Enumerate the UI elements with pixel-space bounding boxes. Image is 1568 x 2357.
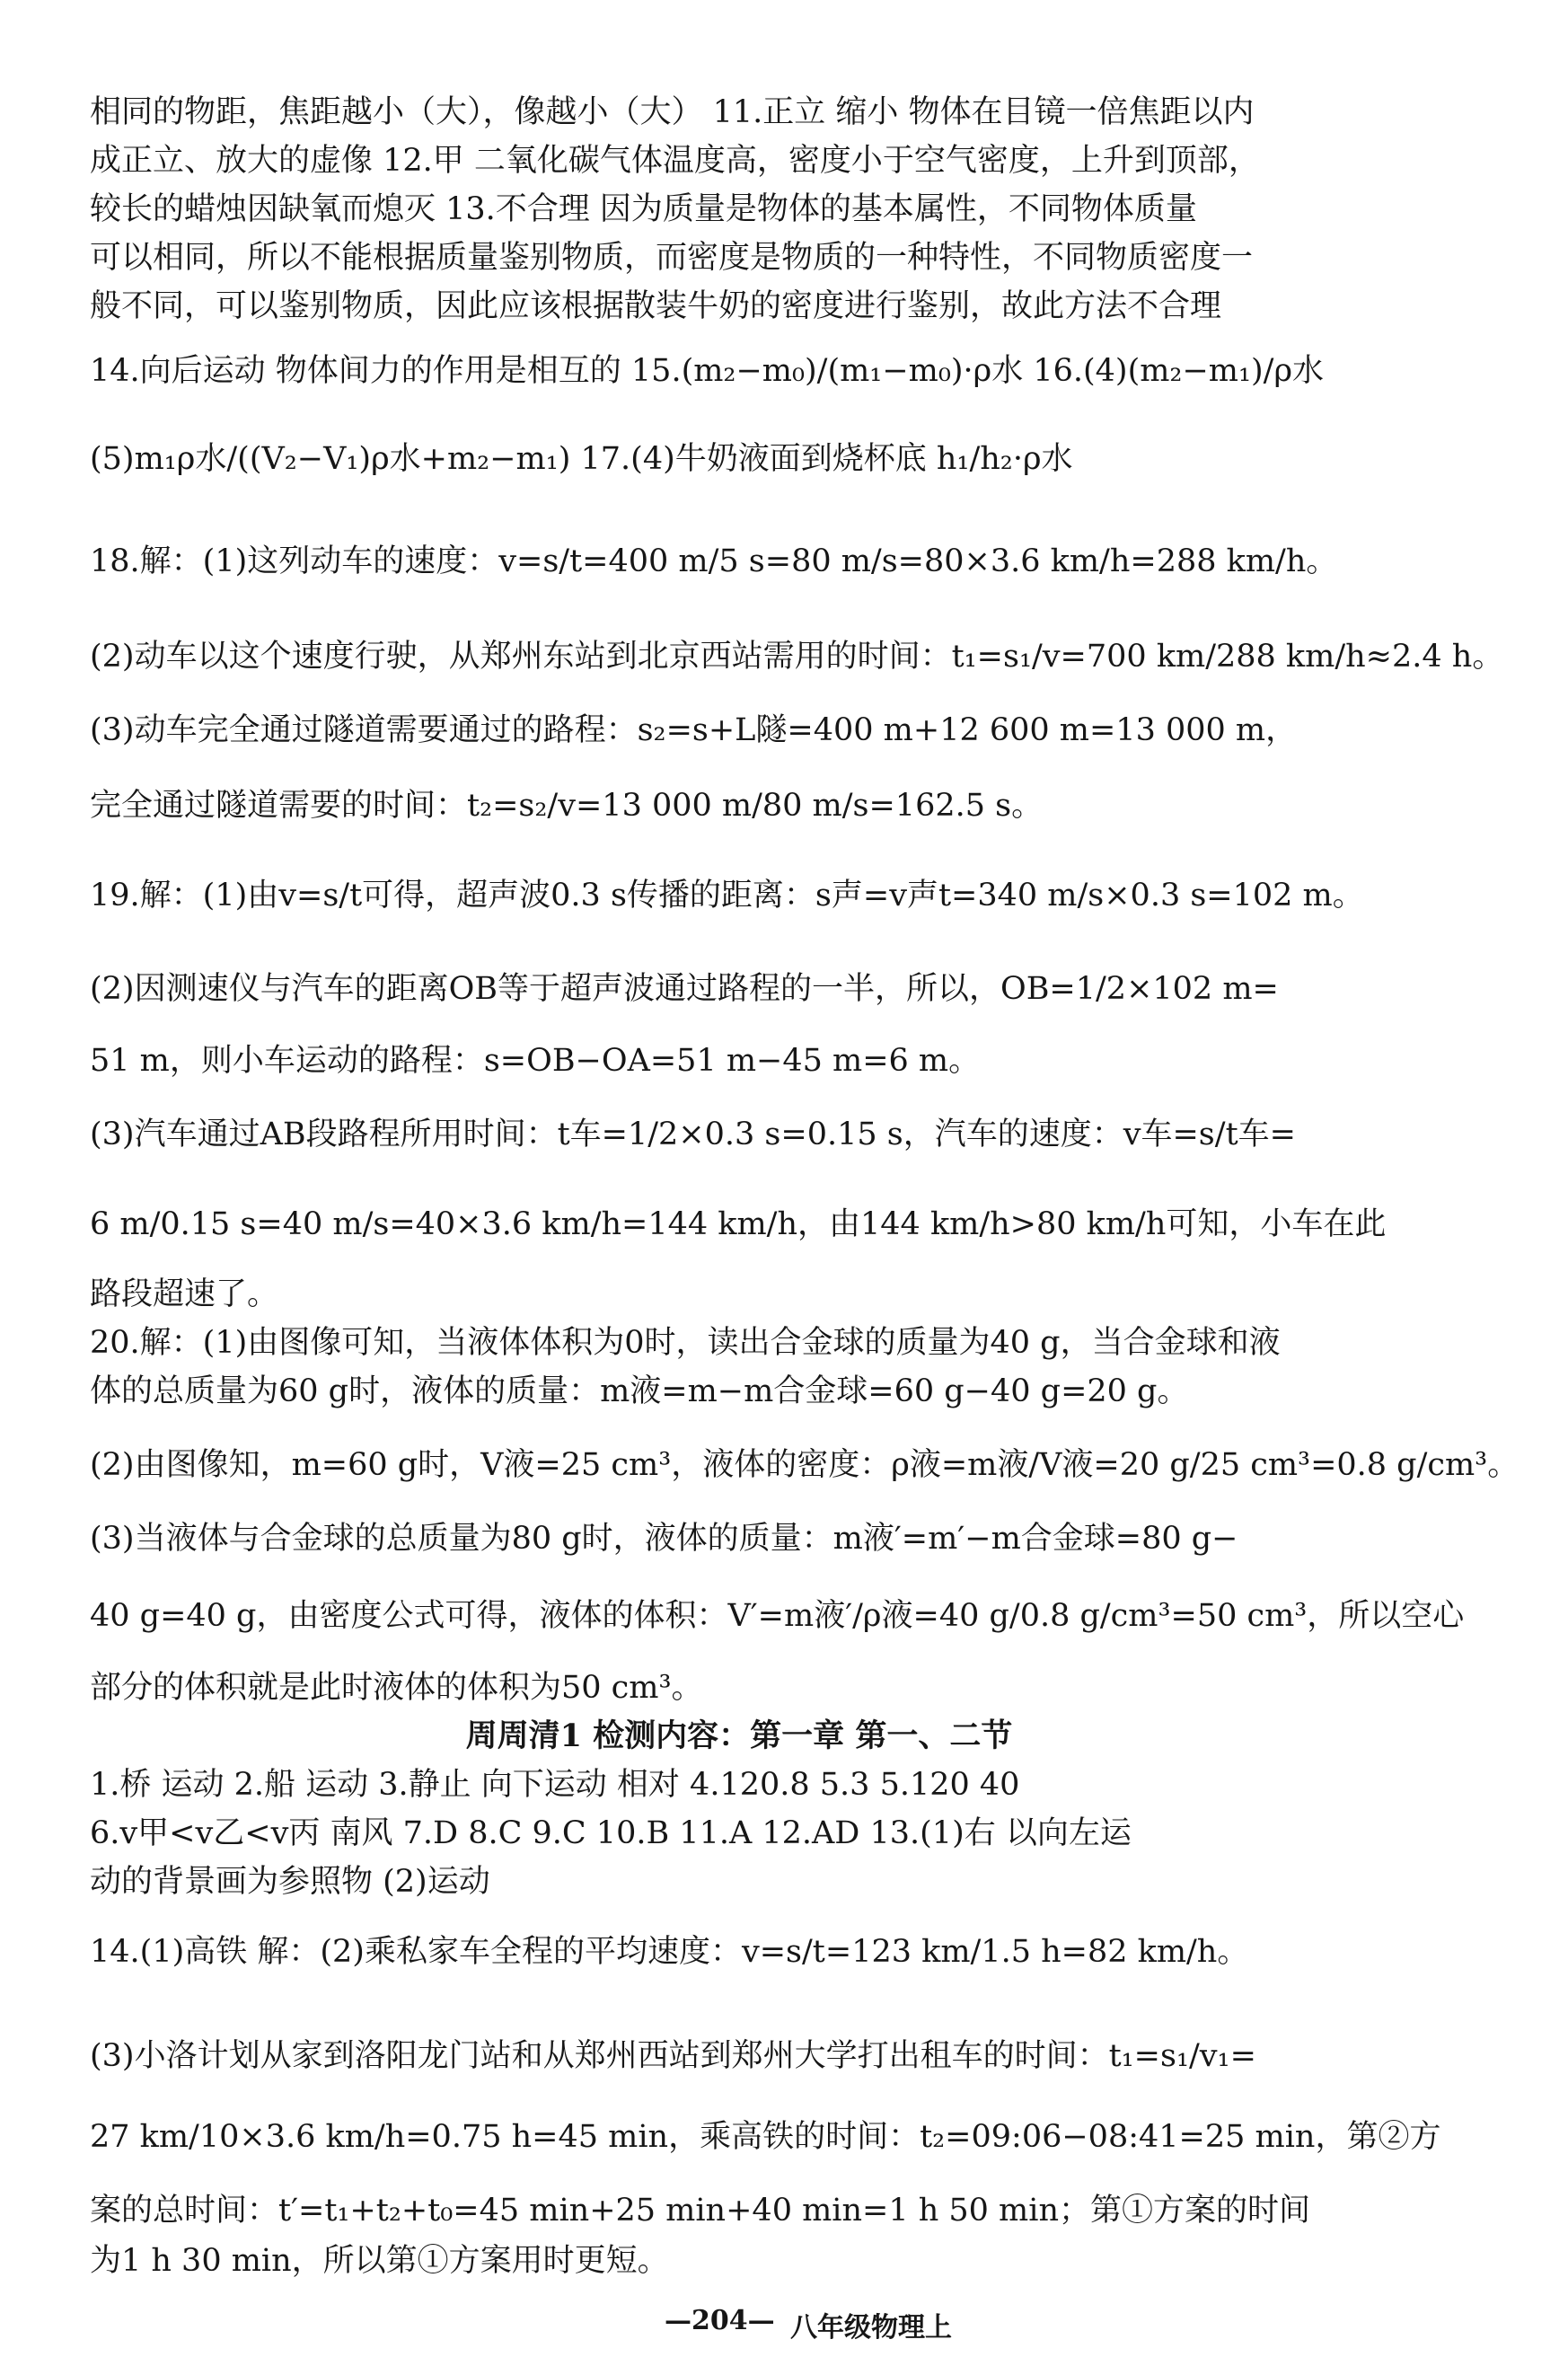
page-number: —204— (665, 2305, 775, 2336)
text-line: 19.解：(1)由v=s/t可得，超声波0.3 s传播的距离：s声=v声t=340 m/s×0.3 s=102 m。 (90, 878, 1364, 914)
text-line: (2)因测速仪与汽车的距离OB等于超声波通过路程的一半，所以，OB=1/2×102 m= (90, 971, 1279, 1007)
text-line: 1.桥 运动 2.船 运动 3.静止 向下运动 相对 4.120.8 5.3 5.120 40 (90, 1767, 1020, 1803)
text-line: (3)小洛计划从家到洛阳龙门站和从郑州西站到郑州大学打出租车的时间：t₁=s₁/v₁= (90, 2038, 1256, 2074)
text-line: (3)动车完全通过隧道需要通过的路程：s₂=s+L隧=400 m+12 600 m=13 000 m， (90, 712, 1298, 748)
text-line: 18.解：(1)这列动车的速度：v=s/t=400 m/5 s=80 m/s=80×3.6 km/h=288 km/h。 (90, 543, 1338, 579)
text-line: 较长的蜡烛因缺氧而熄灭 13.不合理 因为质量是物体的基本属性，不同物体质量 (90, 191, 1197, 227)
text-line: (5)m₁ρ水/((V₂−V₁)ρ水+m₂−m₁) 17.(4)牛奶液面到烧杯底 h₁/h₂·ρ水 (90, 441, 1073, 477)
text-line: (2)动车以这个速度行驶，从郑州东站到北京西站需用的时间：t₁=s₁/v=700 km/288 km/h≈2.4 h。 (90, 639, 1504, 675)
text-line: (3)当液体与合金球的总质量为80 g时，液体的质量：m液′=m′−m合金球=80 g− (90, 1521, 1238, 1557)
text-line: 27 km/10×3.6 km/h=0.75 h=45 min，乘高铁的时间：t₂=09:06−08:41=25 min，第②方 (90, 2119, 1441, 2155)
text-line: (2)由图像知，m=60 g时，V液=25 cm³，液体的密度：ρ液=m液/V液=20 g/25 cm³=0.8 g/cm³。 (90, 1447, 1520, 1483)
text-line: 动的背景画为参照物 (2)运动 (90, 1864, 490, 1900)
text-line: 为1 h 30 min，所以第①方案用时更短。 (90, 2243, 669, 2279)
text-line: 14.向后运动 物体间力的作用是相互的 15.(m₂−m₀)/(m₁−m₀)·ρ水 16.(4)(m₂−m₁)/ρ水 (90, 353, 1325, 389)
text-line: 14.(1)高铁 解：(2)乘私家车全程的平均速度：v=s/t=123 km/1.5 h=82 km/h。 (90, 1934, 1249, 1970)
text-line: 般不同，可以鉴别物质，因此应该根据散装牛奶的密度进行鉴别，故此方法不合理 (90, 288, 1222, 324)
text-line: 40 g=40 g，由密度公式可得，液体的体积：V′=m液′/ρ液=40 g/0.8 g/cm³=50 cm³，所以空心 (90, 1598, 1465, 1634)
text-line: 案的总时间：t′=t₁+t₂+t₀=45 min+25 min+40 min=1 h 50 min；第①方案的时间 (90, 2193, 1310, 2229)
text-line: 完全通过隧道需要的时间：t₂=s₂/v=13 000 m/80 m/s=162.5 s。 (90, 788, 1044, 824)
section-heading: 周周清1 检测内容：第一章 第一、二节 (465, 1717, 1013, 1754)
text-line: 路段超速了。 (90, 1276, 279, 1312)
text-line: 6.v甲<v乙<v丙 南风 7.D 8.C 9.C 10.B 11.A 12.AD 13.(1)右 以向左运 (90, 1815, 1132, 1851)
text-line: 可以相同，所以不能根据质量鉴别物质，而密度是物质的一种特性，不同物质密度一 (90, 240, 1254, 276)
text-line: 部分的体积就是此时液体的体积为50 cm³。 (90, 1670, 703, 1706)
text-line: 6 m/0.15 s=40 m/s=40×3.6 km/h=144 km/h，由144 km/h>80 km/h可知，小车在此 (90, 1206, 1387, 1242)
text-line: 体的总质量为60 g时，液体的质量：m液=m−m合金球=60 g−40 g=20 g。 (90, 1373, 1189, 1409)
book-title: 八年级物理上 (790, 2312, 952, 2344)
text-line: (3)汽车通过AB段路程所用时间：t车=1/2×0.3 s=0.15 s，汽车的速度：v车=s/t车= (90, 1117, 1296, 1152)
text-line: 20.解：(1)由图像可知，当液体体积为0时，读出合金球的质量为40 g，当合金球和液 (90, 1325, 1281, 1361)
text-line: 成正立、放大的虚像 12.甲 二氧化碳气体温度高，密度小于空气密度，上升到顶部， (90, 143, 1260, 179)
text-line: 51 m，则小车运动的路程：s=OB−OA=51 m−45 m=6 m。 (90, 1043, 981, 1079)
text-line: 相同的物距，焦距越小（大），像越小（大） 11.正立 缩小 物体在目镜一倍焦距以内 (90, 94, 1255, 130)
